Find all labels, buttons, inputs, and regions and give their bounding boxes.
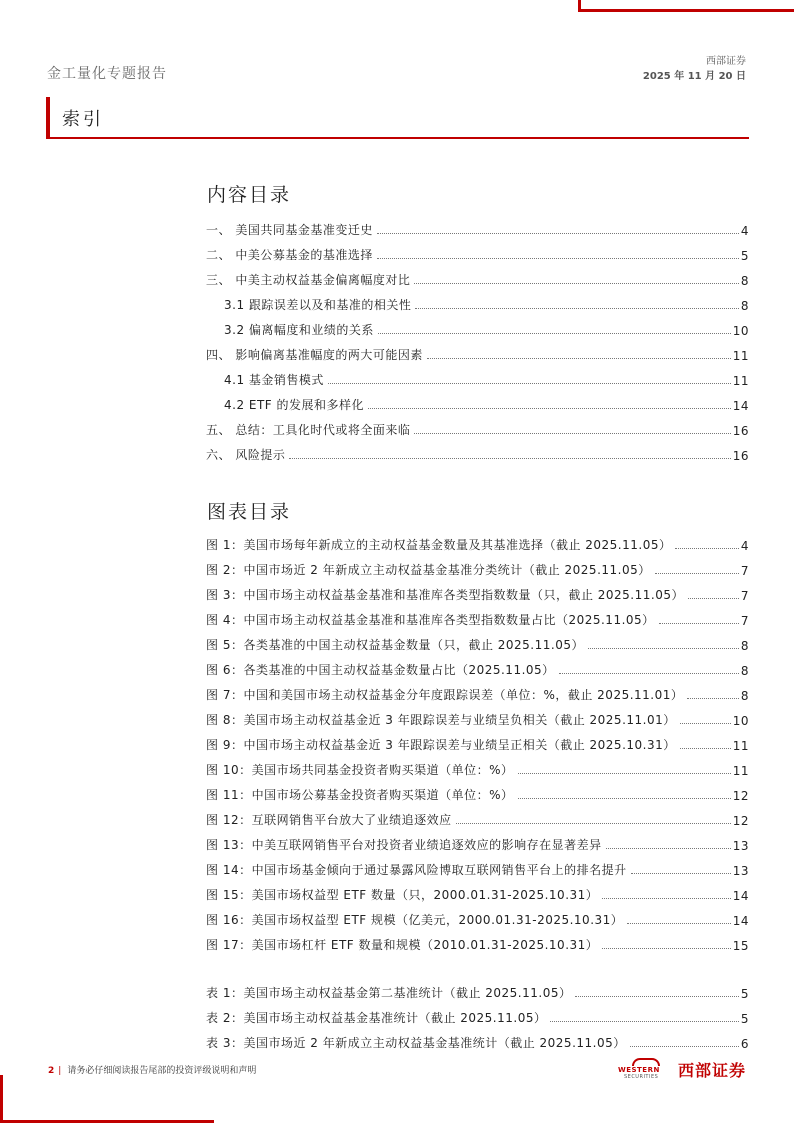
contents-entry-page: 14 [732,399,749,413]
dot-leader [655,573,739,574]
dot-leader [378,333,731,334]
contents-entry-page: 5 [740,249,749,263]
figure-entry[interactable] [206,578,749,603]
contents-entry[interactable] [206,338,749,363]
figure-entry-page: 7 [740,589,749,603]
figure-entry[interactable] [206,653,749,678]
figures-list [206,528,749,953]
figure-entry-page: 7 [740,614,749,628]
figure-entry[interactable] [206,528,749,553]
report-type: 金工量化专题报告 [47,66,167,82]
dot-leader [550,1021,738,1022]
figure-entry[interactable] [206,603,749,628]
logo-cn-text: 西部证券 [677,1060,746,1080]
contents-entry-label: 六、 风险提示 [206,448,286,462]
figure-entry-label: 图 7：中国和美国市场主动权益基金分年度跟踪误差（单位：%，截止 2025.11.01） [206,688,684,702]
dot-leader [427,358,731,359]
contents-entry-page: 4 [740,224,749,238]
dot-leader [575,996,738,997]
table-entry-page: 6 [740,1037,749,1051]
company-logo [618,1057,746,1081]
dot-leader [377,233,739,234]
table-entry[interactable] [206,976,749,1001]
figure-entry[interactable] [206,878,749,903]
figure-entry-page: 8 [740,664,749,678]
figure-entry-label: 图 1：美国市场每年新成立的主动权益基金数量及其基准选择（截止 2025.11.05） [206,538,672,552]
section-accent-mark [46,97,50,139]
contents-entry-label: 三、 中美主动权益基金偏离幅度对比 [206,273,411,287]
figure-entry-label: 图 6：各类基准的中国主动权益基金数量占比（2025.11.05） [206,663,555,677]
contents-entry-page: 8 [740,274,749,288]
contents-entry-page: 16 [732,449,749,463]
figure-entry-label: 图 14：中国市场基金倾向于通过暴露风险博取互联网销售平台上的排名提升 [206,863,627,877]
contents-entry-label: 4.2 ETF 的发展和多样化 [224,398,365,412]
dot-leader [377,258,739,259]
figure-entry[interactable] [206,828,749,853]
dot-leader [680,748,731,749]
figure-entry-page: 13 [732,864,749,878]
dot-leader [659,623,739,624]
contents-list [206,213,749,463]
figure-entry-page: 7 [740,564,749,578]
figure-entry-label: 图 3：中国市场主动权益基金基准和基准库各类型指数数量（只，截止 2025.11.05） [206,588,684,602]
table-entry-page: 5 [740,987,749,1001]
figure-entry-page: 12 [732,814,749,828]
dot-leader [630,1046,739,1047]
figure-entry-page: 14 [732,914,749,928]
contents-entry[interactable] [206,288,749,313]
dot-leader [688,598,739,599]
dot-leader [368,408,731,409]
section-rule [46,137,749,139]
contents-entry-label: 二、 中美公募基金的基准选择 [206,248,373,262]
contents-entry-page: 16 [732,424,749,438]
dot-leader [606,848,731,849]
figure-entry[interactable] [206,753,749,778]
figure-entry[interactable] [206,928,749,953]
figure-entry-page: 8 [740,689,749,703]
footer: 2 | 请务必仔细阅读报告尾部的投资评级说明和声明 [48,1066,257,1076]
footer-disclaimer: 请务必仔细阅读报告尾部的投资评级说明和声明 [67,1066,257,1076]
dot-leader [328,383,731,384]
figure-entry[interactable] [206,853,749,878]
section-title: 索引 [62,109,104,130]
figure-entry-label: 图 2：中国市场近 2 年新成立主动权益基金基准分类统计（截止 2025.11.05） [206,563,651,577]
report-date: 2025 年 11 月 20 日 [642,71,746,82]
dot-leader [627,923,730,924]
figure-entry[interactable] [206,728,749,753]
dot-leader [518,773,731,774]
figure-entry-page: 4 [740,539,749,553]
dot-leader [602,948,730,949]
figure-entry-label: 图 11：中国市场公募基金投资者购买渠道（单位：%） [206,788,514,802]
tables-list [206,976,749,1051]
contents-entry[interactable] [206,263,749,288]
contents-entry-label: 3.2 偏离幅度和业绩的关系 [224,323,374,337]
contents-entry-page: 10 [732,324,749,338]
figure-entry-page: 8 [740,639,749,653]
table-entry-label: 表 3：美国市场近 2 年新成立主动权益基金基准统计（截止 2025.11.05） [206,1036,626,1050]
contents-entry[interactable] [206,213,749,238]
figure-entry-label: 图 8：美国市场主动权益基金近 3 年跟踪误差与业绩呈负相关（截止 2025.11.01） [206,713,676,727]
top-corner-decoration [578,0,794,12]
figure-entry-label: 图 17：美国市场杠杆 ETF 数量和规模（2010.01.31-2025.10.31） [206,938,599,952]
figure-entry[interactable] [206,553,749,578]
contents-entry-label: 五、 总结：工具化时代或将全面来临 [206,423,411,437]
figure-entry-label: 图 15：美国市场权益型 ETF 数量（只，2000.01.31-2025.10.31） [206,888,599,902]
header-meta [643,54,746,84]
contents-entry[interactable] [206,388,749,413]
dot-leader [602,898,730,899]
figure-entry-label: 图 4：中国市场主动权益基金基准和基准库各类型指数数量占比（2025.11.05） [206,613,655,627]
table-entry-label: 表 2：美国市场主动权益基金基准统计（截止 2025.11.05） [206,1011,547,1025]
dot-leader [518,798,731,799]
figure-entry[interactable] [206,703,749,728]
figure-entry-label: 图 10：美国市场共同基金投资者购买渠道（单位：%） [206,763,514,777]
figure-entry[interactable] [206,778,749,803]
dot-leader [414,283,739,284]
contents-entry[interactable] [206,438,749,463]
contents-entry[interactable] [206,363,749,388]
logo-en-sub-text: SECURITIES [623,1074,659,1080]
table-entry-label: 表 1：美国市场主动权益基金第二基准统计（截止 2025.11.05） [206,986,572,1000]
contents-entry-page: 8 [740,299,749,313]
figure-entry[interactable] [206,678,749,703]
dot-leader [456,823,731,824]
figure-entry-page: 13 [732,839,749,853]
contents-entry-label: 3.1 跟踪误差以及和基准的相关性 [224,298,412,312]
figure-entry-page: 14 [732,889,749,903]
figure-entry-page: 15 [732,939,749,953]
contents-heading: 内容目录 [207,184,292,206]
figure-entry-label: 图 12：互联网销售平台放大了业绩追逐效应 [206,813,452,827]
figure-entry-label: 图 16：美国市场权益型 ETF 规模（亿美元，2000.01.31-2025.10.31） [206,913,624,927]
dot-leader [415,308,738,309]
page-number: 2 [48,1066,55,1076]
figure-entry-page: 11 [732,764,749,778]
dot-leader [680,723,731,724]
figure-entry[interactable] [206,903,749,928]
bottom-corner-decoration [0,1075,214,1123]
section-title-bar [46,97,749,139]
contents-entry[interactable] [206,413,749,438]
contents-entry-label: 一、 美国共同基金基准变迁史 [206,223,373,237]
contents-entry[interactable] [206,313,749,338]
dot-leader [631,873,731,874]
figures-heading: 图表目录 [207,501,292,523]
table-entry-page: 5 [740,1012,749,1026]
figure-entry-page: 11 [732,739,749,753]
figure-entry[interactable] [206,628,749,653]
company-name: 西部证券 [706,56,746,67]
table-entry[interactable] [206,1001,749,1026]
table-entry[interactable] [206,1026,749,1051]
figure-entry-page: 10 [732,714,749,728]
dot-leader [414,433,730,434]
contents-entry-label: 四、 影响偏离基准幅度的两大可能因素 [206,348,423,362]
ox-logo-icon [618,1057,676,1081]
figure-entry-label: 图 13：中美互联网销售平台对投资者业绩追逐效应的影响存在显著差异 [206,838,602,852]
dot-leader [675,548,738,549]
figure-entry-label: 图 9：中国市场主动权益基金近 3 年跟踪误差与业绩呈正相关（截止 2025.10.31） [206,738,676,752]
contents-entry-label: 4.1 基金销售模式 [224,373,324,387]
figure-entry-page: 12 [732,789,749,803]
figure-entry-label: 图 5：各类基准的中国主动权益基金数量（只，截止 2025.11.05） [206,638,584,652]
dot-leader [289,458,730,459]
dot-leader [687,698,738,699]
dot-leader [588,648,739,649]
figure-entry[interactable] [206,803,749,828]
contents-entry-page: 11 [732,374,749,388]
contents-entry-page: 11 [732,349,749,363]
logo-en-text: WESTERN [617,1066,660,1074]
dot-leader [559,673,739,674]
contents-entry[interactable] [206,238,749,263]
